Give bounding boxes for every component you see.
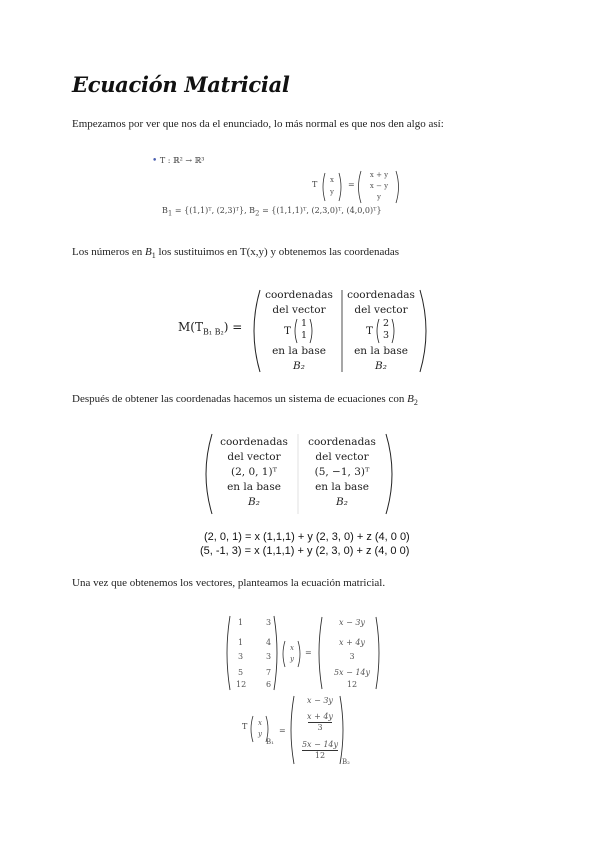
final-vec-x: x	[290, 644, 294, 652]
m2c2-line4: en la base	[315, 481, 369, 493]
frm-r1: x − 3y	[339, 618, 365, 627]
m1c2-vec-2: 3	[382, 330, 390, 341]
matrix2-column-1	[214, 435, 294, 510]
m2c1-line3: (2, 0, 1)ᵀ	[231, 466, 277, 478]
b2-value: = {(1,1,1)ᵀ, (2,3,0)ᵀ, (4,0,0)ᵀ}	[262, 206, 382, 215]
m1c2-line4: en la base	[354, 345, 408, 357]
page-title: Ecuación Matricial	[72, 72, 290, 97]
flm-r2c2: 4	[266, 638, 272, 647]
frm-r3: 3	[349, 652, 355, 661]
m1c1-line1: coordenadas	[265, 289, 333, 301]
m2c1-line5: B₂	[248, 496, 260, 508]
final-t-equals: =	[279, 726, 286, 735]
flm-r3c2: 3	[266, 652, 272, 661]
frm-r2: x + 4y	[339, 638, 365, 647]
final-t-sub-right: B₂	[342, 758, 350, 766]
t-vec-y: y	[330, 188, 334, 196]
final-t-vector	[254, 718, 266, 740]
final-t-sub-left: B₁	[266, 738, 274, 746]
ftr-r3-num: 5x − 14y	[301, 740, 339, 749]
p2-pre: Los números en	[72, 246, 146, 258]
final-t-label: T	[242, 722, 248, 731]
matrix1-column-1	[262, 288, 336, 374]
ftr-r3-den: 12	[314, 751, 326, 760]
m1c1-line4: en la base	[272, 345, 326, 357]
m2c2-line1: coordenadas	[308, 436, 376, 448]
m1c2-line1: coordenadas	[347, 289, 415, 301]
transform-definition: T x y = x + y x − y y	[312, 170, 422, 204]
equation-2: (5, -1, 3) = x (1,1,1) + y (2, 3, 0) + z (4, 0 0)	[200, 545, 410, 557]
m1c1-line2: del vector	[272, 304, 326, 316]
paragraph-system	[72, 393, 418, 407]
p3-pre: Después de obtener las coordenadas hacemos un sistema de ecuaciones con	[72, 393, 408, 405]
b1-value: = {(1,1)ᵀ, (2,3)ᵀ},	[174, 206, 247, 215]
m2c1-line1: coordenadas	[220, 436, 288, 448]
p3-b: B	[407, 393, 414, 405]
matrix1-column-2	[344, 288, 418, 374]
final-t-vec-y: y	[258, 730, 262, 738]
m1c2-vec-1: 2	[382, 318, 390, 329]
m2c2-line3: (5, −1, 3)ᵀ	[314, 466, 370, 478]
flm-r4c1: 5	[238, 668, 244, 677]
flm-r5c1: 12	[236, 680, 247, 689]
bullet: •	[152, 156, 158, 166]
t-result-2: x − y	[369, 182, 389, 190]
m1c1-vector	[262, 318, 336, 344]
m1c1-vec-2: 1	[300, 330, 308, 341]
map-definition: T : ℝ² → ℝ³	[159, 156, 205, 165]
t-label: T	[312, 180, 318, 189]
frm-r4: 5x − 14y	[333, 668, 371, 677]
final-equals: =	[305, 648, 312, 657]
ftr-r2-num: x + 4y	[307, 712, 333, 721]
flm-r1c1: 1	[238, 618, 244, 627]
matrix2-column-2	[300, 435, 384, 510]
frm-r5: 12	[346, 680, 358, 689]
p3-sub: 2	[413, 398, 418, 408]
m1c1-t: T	[284, 325, 292, 337]
m1c1-line5: B₂	[293, 360, 305, 372]
m1c2-line5: B₂	[375, 360, 387, 372]
m2c1-line2: del vector	[227, 451, 281, 463]
b2-sub: 2	[255, 209, 260, 218]
b2-label: B	[249, 206, 256, 215]
matrix1-label-sub: B₁ B₂	[202, 327, 224, 337]
p2-post: los sustituimos en T(x,y) y obtenemos las coordenadas	[155, 246, 400, 258]
b1-label: B	[162, 206, 168, 215]
final-vector	[286, 643, 298, 665]
t-result-3: y	[377, 193, 381, 201]
m1c2-t: T	[366, 325, 374, 337]
equation-1: (2, 0, 1) = x (1,1,1) + y (2, 3, 0) + z (4, 0 0)	[204, 531, 410, 543]
matrix1-label-end: ) =	[223, 320, 243, 334]
t-vec-x: x	[330, 176, 334, 184]
final-t-vec-x: x	[258, 719, 262, 727]
final-vec-y: y	[290, 655, 294, 663]
m2c1-line4: en la base	[227, 481, 281, 493]
t-result-1: x + y	[369, 171, 389, 179]
matrix1-label	[178, 320, 242, 336]
paragraph-matrix-eq: Una vez que obtenemos los vectores, planteamos la ecuación matricial.	[72, 577, 386, 589]
matrix1-label-main: M(T	[178, 320, 203, 334]
m2c2-line2: del vector	[315, 451, 369, 463]
ftr-r2-den: 3	[317, 723, 323, 732]
m2c2-line5: B₂	[336, 496, 348, 508]
paragraph-intro: Empezamos por ver que nos da el enunciado, lo más normal es que nos den algo así:	[72, 118, 444, 130]
b1-sub: 1	[167, 209, 173, 218]
m1c1-vec-1: 1	[300, 318, 308, 329]
bases-definition	[162, 206, 382, 218]
m1c2-line2: del vector	[354, 304, 408, 316]
p2-sub: 1	[151, 251, 156, 261]
final-left-matrix-brackets	[224, 614, 284, 692]
flm-r2c1: 1	[238, 638, 244, 647]
ftr-r1: x − 3y	[307, 696, 333, 705]
paragraph-substitute	[72, 246, 399, 260]
flm-r5c2: 6	[266, 680, 272, 689]
p2-b: B	[145, 246, 152, 258]
flm-r4c2: 7	[266, 668, 272, 677]
flm-r1c2: 3	[266, 618, 272, 627]
m1c2-vector	[344, 318, 418, 344]
bullet-map	[152, 156, 204, 166]
flm-r3c1: 3	[238, 652, 244, 661]
